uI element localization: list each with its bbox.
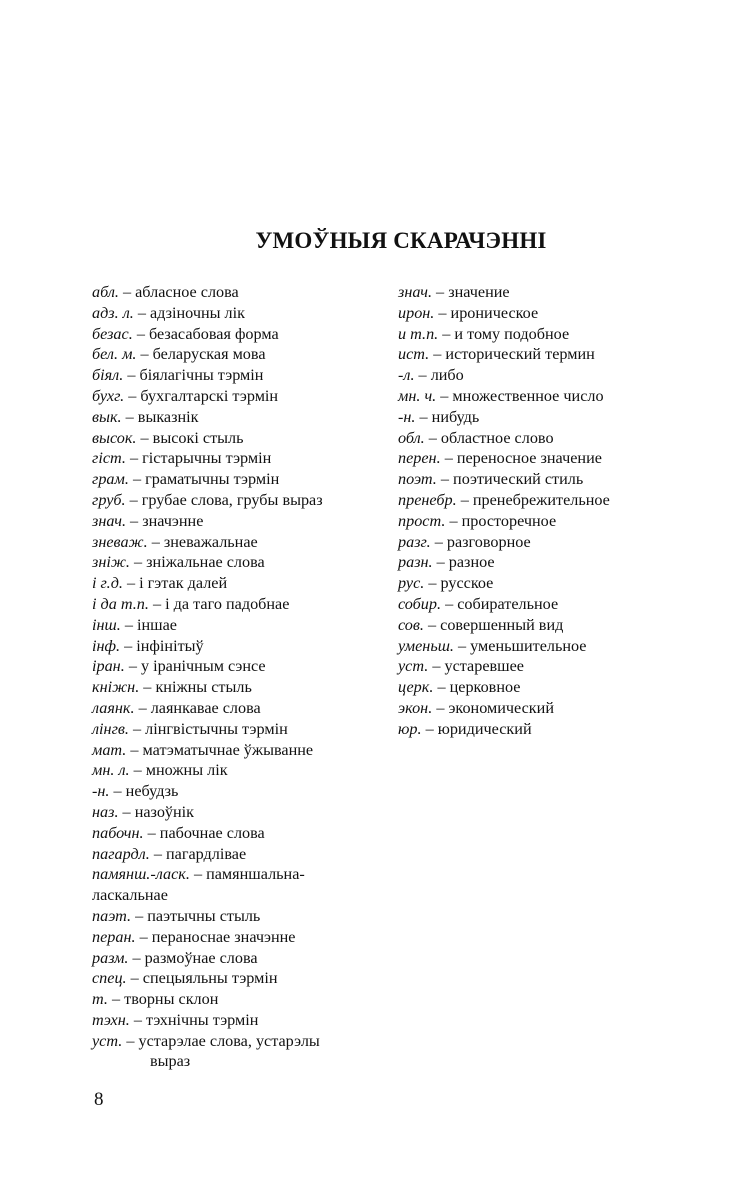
abbreviation-entry xyxy=(398,719,728,740)
abbreviation: обл. xyxy=(398,428,425,447)
abbreviation-definition: – значэнне xyxy=(126,511,204,530)
abbreviation-definition: – творны склон xyxy=(107,990,219,1009)
abbreviation-definition: – пагардлівае xyxy=(149,844,247,863)
abbreviation: уст. xyxy=(92,1031,123,1050)
abbreviation: і да т.п. xyxy=(92,594,149,613)
abbreviation-entry xyxy=(398,636,728,657)
abbreviation-entry xyxy=(398,469,728,490)
abbreviation-entry xyxy=(92,490,382,511)
abbreviation: лаянк. xyxy=(92,698,135,717)
abbreviation-entry xyxy=(92,719,382,740)
abbreviation: зневаж. xyxy=(92,532,148,551)
abbreviation-entry xyxy=(92,1010,382,1031)
abbreviation: паэт. xyxy=(92,906,132,925)
abbreviation-entry xyxy=(398,532,728,553)
abbreviation-entry xyxy=(92,844,382,865)
definition-continuation: ласкальнае xyxy=(92,886,168,905)
abbreviation-definition: – исторический термин xyxy=(429,345,595,364)
abbreviation: інш. xyxy=(92,615,121,634)
abbreviations-left-column xyxy=(92,282,382,1072)
abbreviation: грам. xyxy=(92,470,129,489)
abbreviation: экон. xyxy=(398,698,433,717)
abbreviation-definition: – уменьшительное xyxy=(453,636,587,655)
abbreviation-entry xyxy=(92,636,382,657)
abbreviation-entry xyxy=(398,344,728,365)
abbreviation-definition: – церковное xyxy=(433,678,521,697)
page-title: УМОЎНЫЯ СКАРАЧЭННІ xyxy=(255,228,547,253)
abbreviation: церк. xyxy=(398,678,434,697)
abbreviation-entry xyxy=(92,324,382,345)
abbreviation-definition: – разное xyxy=(432,553,495,572)
abbreviation-entry xyxy=(398,428,728,449)
abbreviation-entry xyxy=(398,324,728,345)
abbreviation: знач. xyxy=(398,283,432,301)
abbreviation: высок. xyxy=(92,428,137,447)
abbreviation: мн. ч. xyxy=(398,386,437,405)
abbreviation: інф. xyxy=(92,636,121,655)
abbreviation-entry xyxy=(398,303,728,324)
abbreviation-definition: – выказнік xyxy=(121,407,199,426)
abbreviation: пабочн. xyxy=(92,823,144,842)
abbreviation-definition: – грубае слова, грубы выраз xyxy=(125,490,323,509)
abbreviation: ист. xyxy=(398,345,430,364)
abbreviation-definition: – безасабовая форма xyxy=(132,324,279,343)
abbreviation-entry xyxy=(92,656,382,677)
abbreviation-entry xyxy=(92,615,382,636)
abbreviation-entry xyxy=(398,698,728,719)
abbreviation-entry xyxy=(92,594,382,615)
abbreviation-entry xyxy=(398,677,728,698)
abbreviation: разм. xyxy=(92,948,129,967)
abbreviation-entry xyxy=(92,573,382,594)
abbreviation: і г.д. xyxy=(92,574,123,593)
abbreviation-definition: – і да таго падобнае xyxy=(148,594,290,613)
abbreviation-entry xyxy=(92,386,382,407)
abbreviation-definition: – абласное слова xyxy=(118,283,239,301)
abbreviation-definition: – гістарычны тэрмін xyxy=(125,449,272,468)
abbreviation: лінгв. xyxy=(92,719,129,738)
abbreviation-entry xyxy=(92,303,382,324)
abbreviation: мн. л. xyxy=(92,761,130,780)
abbreviation-entry xyxy=(398,448,728,469)
abbreviation-definition: – либо xyxy=(414,366,464,385)
abbreviation-entry xyxy=(92,740,382,761)
abbreviation-definition: – біялагічны тэрмін xyxy=(123,366,264,385)
abbreviation-definition: – поэтический стиль xyxy=(436,470,584,489)
abbreviation: бел. м. xyxy=(92,345,137,364)
abbreviation-entry xyxy=(398,552,728,573)
abbreviation-entry xyxy=(92,532,382,553)
abbreviation-definition: – устарэлае слова, устарэлы xyxy=(122,1031,320,1050)
abbreviation: пагардл. xyxy=(92,844,150,863)
abbreviation: разн. xyxy=(398,553,433,572)
abbreviation-definition: – лаянкавае слова xyxy=(134,698,261,717)
abbreviation: мат. xyxy=(92,740,127,759)
abbreviation-definition: – іншае xyxy=(120,615,177,634)
abbreviation: біял. xyxy=(92,366,124,385)
abbreviation-definition: – небудзь xyxy=(109,782,179,801)
abbreviation-entry xyxy=(398,490,728,511)
abbreviation-entry xyxy=(92,760,382,781)
abbreviation-entry xyxy=(398,407,728,428)
abbreviation-definition: – у іранічным сэнсе xyxy=(124,657,266,676)
abbreviation-definition: – матэматычнае ўжыванне xyxy=(126,740,314,759)
abbreviation-definition: – просторечное xyxy=(445,511,557,530)
definition-continuation: выраз xyxy=(150,1052,191,1071)
abbreviation-definition: – высокі стыль xyxy=(136,428,244,447)
abbreviation: абл. xyxy=(92,283,119,301)
abbreviation-entry xyxy=(92,677,382,698)
abbreviation: зніж. xyxy=(92,553,130,572)
abbreviation-definition: – разговорное xyxy=(430,532,531,551)
abbreviation: ирон. xyxy=(398,303,435,322)
abbreviation-entry xyxy=(92,948,382,969)
abbreviation-definition: – переносное значение xyxy=(440,449,602,468)
abbreviation-entry xyxy=(92,469,382,490)
abbreviation: вык. xyxy=(92,407,122,426)
abbreviation-entry xyxy=(92,698,382,719)
abbreviation-definition: – юридический xyxy=(421,719,532,738)
abbreviation: перан. xyxy=(92,927,136,946)
abbreviation-definition: – значение xyxy=(432,283,510,301)
abbreviation: -л. xyxy=(398,366,415,385)
abbreviation-entry xyxy=(92,781,382,802)
abbreviation-entry xyxy=(92,802,382,823)
abbreviation-definition: – областное слово xyxy=(424,428,554,447)
abbreviation-entry xyxy=(92,552,382,573)
abbreviation: прост. xyxy=(398,511,446,530)
abbreviation: спец. xyxy=(92,969,127,988)
abbreviation-entry xyxy=(398,594,728,615)
abbreviation-entry xyxy=(398,573,728,594)
abbreviation: сов. xyxy=(398,615,424,634)
abbreviation: т. xyxy=(92,990,108,1009)
abbreviation-definition: – памяншальна- xyxy=(189,865,305,884)
abbreviation-entry xyxy=(92,344,382,365)
abbreviation: груб. xyxy=(92,490,126,509)
abbreviation-definition: – адзіночны лік xyxy=(133,303,245,322)
abbreviation: памянш.-ласк. xyxy=(92,865,190,884)
abbreviation-definition: – пераноснае значэнне xyxy=(135,927,296,946)
abbreviation-definition: – нибудь xyxy=(415,407,480,426)
abbreviation-entry xyxy=(398,511,728,532)
abbreviation-definition: – ироническое xyxy=(434,303,539,322)
abbreviation: адз. л. xyxy=(92,303,134,322)
abbreviation-definition: – множны лік xyxy=(129,761,228,780)
abbreviation-definition: – лінгвістычны тэрмін xyxy=(128,719,288,738)
abbreviation: рус. xyxy=(398,574,425,593)
abbreviation-definition: – экономический xyxy=(432,698,554,717)
abbreviation-definition: – спецыяльны тэрмін xyxy=(126,969,278,988)
abbreviation-entry xyxy=(398,365,728,386)
abbreviation-entry xyxy=(398,282,728,303)
abbreviation-definition: – множественное число xyxy=(436,386,604,405)
abbreviation-definition: – устаревшее xyxy=(428,657,524,676)
abbreviation-entry xyxy=(92,365,382,386)
abbreviation-entry xyxy=(398,386,728,407)
abbreviation: -н. xyxy=(92,782,110,801)
abbreviation-entry xyxy=(398,656,728,677)
abbreviation-entry xyxy=(92,407,382,428)
abbreviation-definition: – кніжны стыль xyxy=(139,678,252,697)
abbreviation-definition: – інфінітыў xyxy=(120,636,204,655)
abbreviation-definition: – совершенный вид xyxy=(423,615,564,634)
abbreviation: разг. xyxy=(398,532,431,551)
page-number: 8 xyxy=(94,1089,104,1110)
abbreviation: юр. xyxy=(398,719,422,738)
abbreviation-definition: – зневажальнае xyxy=(147,532,258,551)
abbreviation: перен. xyxy=(398,449,441,468)
abbreviation-definition: – и тому подобное xyxy=(438,324,570,343)
abbreviation-definition: – пренебрежительное xyxy=(456,490,610,509)
abbreviation: іран. xyxy=(92,657,125,676)
abbreviation-entry xyxy=(92,511,382,532)
abbreviation: тэхн. xyxy=(92,1010,130,1029)
abbreviation-definition: – русское xyxy=(424,574,494,593)
abbreviation: знач. xyxy=(92,511,126,530)
abbreviations-right-column xyxy=(398,282,728,740)
abbreviation-entry xyxy=(398,615,728,636)
abbreviation-definition: – тэхнічны тэрмін xyxy=(129,1010,259,1029)
abbreviation-definition: – собирательное xyxy=(441,594,559,613)
abbreviation: кніжн. xyxy=(92,678,140,697)
abbreviation-entry xyxy=(92,927,382,948)
abbreviation-entry xyxy=(92,864,382,906)
abbreviation-entry xyxy=(92,1031,382,1073)
abbreviation: безас. xyxy=(92,324,133,343)
abbreviation-definition: – размоўнае слова xyxy=(128,948,258,967)
abbreviation-entry xyxy=(92,823,382,844)
abbreviation-definition: – пабочнае слова xyxy=(143,823,265,842)
abbreviation: и т.п. xyxy=(398,324,439,343)
abbreviation-entry xyxy=(92,448,382,469)
abbreviation: бухг. xyxy=(92,386,125,405)
abbreviation-entry xyxy=(92,282,382,303)
abbreviation: собир. xyxy=(398,594,442,613)
abbreviation-definition: – бухгалтарскі тэрмін xyxy=(124,386,279,405)
abbreviation: наз. xyxy=(92,802,119,821)
abbreviation: уменьш. xyxy=(398,636,454,655)
abbreviation-definition: – і гэтак далей xyxy=(122,574,228,593)
abbreviation-entry xyxy=(92,968,382,989)
abbreviation-definition: – паэтычны стыль xyxy=(131,906,261,925)
abbreviation: гіст. xyxy=(92,449,126,468)
abbreviation: пренебр. xyxy=(398,490,457,509)
abbreviation-definition: – назоўнік xyxy=(118,802,195,821)
abbreviation: поэт. xyxy=(398,470,437,489)
abbreviation-definition: – граматычны тэрмін xyxy=(128,470,280,489)
abbreviation: -н. xyxy=(398,407,416,426)
abbreviation-entry xyxy=(92,428,382,449)
abbreviation-entry xyxy=(92,906,382,927)
abbreviation-definition: – беларуская мова xyxy=(136,345,266,364)
abbreviation-definition: – зніжальнае слова xyxy=(129,553,265,572)
abbreviation: уст. xyxy=(398,657,429,676)
abbreviation-entry xyxy=(92,989,382,1010)
